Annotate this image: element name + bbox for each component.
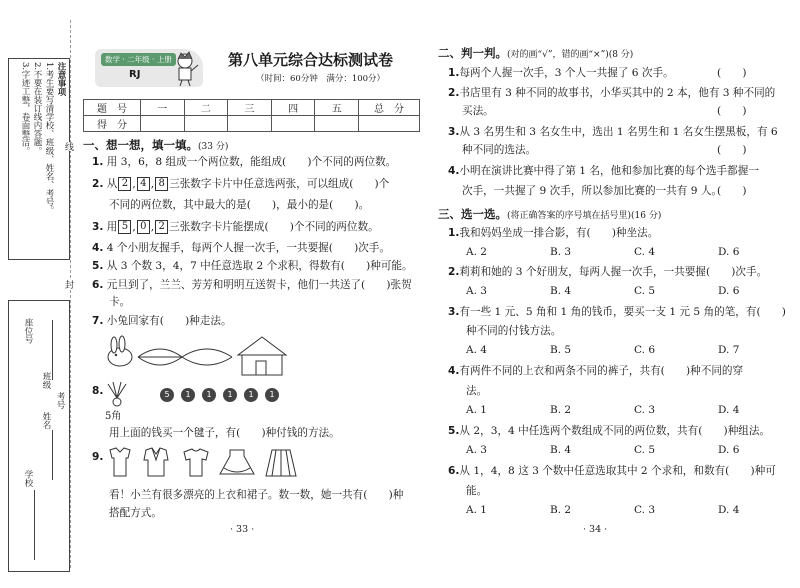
section-2-heading xyxy=(438,45,633,61)
coin-row xyxy=(160,388,279,402)
q-text: 莉莉和她的 3 个好朋友，每两人握一次手，一共要握( )次手。 xyxy=(459,266,768,278)
score-input[interactable] xyxy=(184,116,228,132)
skirt-2-icon xyxy=(266,450,296,476)
digit-card: 2 xyxy=(155,220,168,234)
judge-1 xyxy=(448,66,674,81)
option-c[interactable]: C. 6 xyxy=(634,344,656,356)
choice-4-options xyxy=(466,404,800,416)
section-3-note: (将正确答案的序号填在括号里)(16 分) xyxy=(507,211,662,221)
choice-5-options xyxy=(466,444,800,456)
section-1-score: (33 分) xyxy=(198,142,229,152)
question-1-7 xyxy=(92,314,232,329)
coin-1jiao-icon: 1 xyxy=(244,388,258,402)
q-num: 1. xyxy=(448,67,460,79)
judge-4-answer[interactable]: ( ) xyxy=(717,185,747,197)
score-input[interactable] xyxy=(141,116,185,132)
option-b[interactable]: B. 5 xyxy=(550,344,572,356)
badge-top-label: 数学 · 二年级 · 上册 xyxy=(101,53,176,66)
q-text: 从 2，3，4 中任选两个数组成不同的两位数，共有( )种组法。 xyxy=(459,425,771,437)
q-num: 2. xyxy=(92,178,104,190)
digit-card: 8 xyxy=(155,177,168,191)
score-input[interactable] xyxy=(359,116,420,132)
option-b[interactable]: B. 3 xyxy=(550,246,572,258)
section-3-title: 三、选一选。 xyxy=(438,207,507,221)
option-c[interactable]: C. 3 xyxy=(634,404,656,416)
top-1-icon xyxy=(110,448,130,476)
binding-strip xyxy=(0,0,72,588)
q-num: 3. xyxy=(448,126,460,138)
top-2-icon xyxy=(144,448,168,476)
choice-3 xyxy=(448,305,786,320)
grade-badge xyxy=(95,49,203,87)
question-1-5 xyxy=(92,259,413,274)
judge-3-answer[interactable]: ( ) xyxy=(717,144,747,156)
fold-mark: 封 xyxy=(63,280,73,289)
choice-4 xyxy=(448,364,743,379)
question-1-4 xyxy=(92,241,390,256)
question-1-6-line2: 卡。 xyxy=(109,296,131,308)
judge-2-answer[interactable]: ( ) xyxy=(717,105,747,117)
option-c[interactable]: C. 3 xyxy=(634,504,656,516)
q-text: 我和妈妈坐成一排合影，有( )种坐法。 xyxy=(459,227,659,239)
question-1-9-line2: 搭配方式。 xyxy=(109,507,162,519)
digit-card: 2 xyxy=(118,177,131,191)
option-a[interactable]: A. 3 xyxy=(466,285,487,297)
clothes-illustration xyxy=(106,446,306,480)
choice-2 xyxy=(448,265,767,280)
score-input[interactable] xyxy=(315,116,359,132)
q-text: 4 个小朋友握手，每两个人握一次手，一共要握( )次手。 xyxy=(106,242,390,254)
option-b[interactable]: B. 2 xyxy=(550,504,572,516)
field-school-line[interactable] xyxy=(34,490,35,560)
option-d[interactable]: D. 7 xyxy=(718,344,740,356)
info-box xyxy=(8,300,70,572)
page-subtitle: （时间：60分钟 满分：100分） xyxy=(256,74,386,84)
choice-5 xyxy=(448,424,770,439)
option-d[interactable]: D. 4 xyxy=(718,504,740,516)
house-icon xyxy=(238,337,286,375)
q-num: 1. xyxy=(448,227,460,239)
question-1-3: 3. 用 5 , 0 , 2 三张数字卡片能摆成( )个不同的两位数。 xyxy=(92,221,379,233)
page-number-left: · 33 · xyxy=(230,524,255,535)
score-table xyxy=(83,99,420,132)
rabbit-paths-illustration xyxy=(102,333,302,377)
judge-4-line2: 次手，一共握了 9 次手，所以参加比赛的一共有 9 人。 xyxy=(462,185,723,197)
notice-title: 注意事项 xyxy=(56,62,66,96)
q-num: 9. xyxy=(92,451,104,463)
q-num: 7. xyxy=(92,315,104,327)
badge-edition: RJ xyxy=(129,69,141,80)
q-num: 2. xyxy=(448,87,460,99)
question-1-1 xyxy=(92,155,396,170)
option-c[interactable]: C. 5 xyxy=(634,444,656,456)
section-3-heading xyxy=(438,206,661,222)
q-num: 4. xyxy=(448,165,460,177)
q-num: 6. xyxy=(92,279,104,291)
judge-2 xyxy=(448,86,775,101)
shuttlecock-price: 5角 xyxy=(105,411,122,422)
choice-6-options xyxy=(466,504,800,516)
score-cell: 题 号 xyxy=(84,100,141,116)
question-1-9-num xyxy=(92,450,103,465)
q-text: 有一些 1 元、5 角和 1 角的钱币，要买一支 1 元 5 角的笔，有( ) xyxy=(459,306,786,318)
q-num: 5. xyxy=(448,425,460,437)
q-text: 书店里有 3 种不同的故事书，小华买其中的 2 本，他有 3 种不同的 xyxy=(459,87,776,99)
score-input[interactable] xyxy=(228,116,272,132)
line-mark: 线 xyxy=(63,142,73,151)
score-header-row xyxy=(84,100,420,116)
score-input[interactable] xyxy=(271,116,315,132)
choice-1 xyxy=(448,226,658,241)
q-text: 元旦到了，兰兰、芳芳和明明互送贺卡，他们一共送了( )张贺 xyxy=(106,279,412,291)
score-cell: 总 分 xyxy=(359,100,420,116)
option-c[interactable]: C. 4 xyxy=(634,246,656,258)
cartoon-student-icon xyxy=(169,51,201,87)
rabbit-icon xyxy=(108,336,132,366)
page-title: 第八单元综合达标测试卷 xyxy=(228,51,394,69)
digit-card: 0 xyxy=(137,220,150,234)
q-num: 6. xyxy=(448,465,460,477)
option-c[interactable]: C. 5 xyxy=(634,285,656,297)
notice-line-1: 1.考生要写清学校、班级、姓名、考号。 xyxy=(44,62,54,215)
q-num: 8. xyxy=(92,385,104,397)
option-a[interactable]: A. 3 xyxy=(466,444,487,456)
q-text: 从 3 名男生和 3 名女生中，选出 1 名男生和 1 名女生摆黑板，有 6 xyxy=(459,126,778,138)
q-text: 有两件不同的上衣和两条不同的裤子，共有( )种不同的穿 xyxy=(459,365,744,377)
score-cell: 得 分 xyxy=(84,116,141,132)
q-num: 4. xyxy=(448,365,460,377)
q-text: 小明在演讲比赛中得了第 1 名，他和参加比赛的每个选手都握一 xyxy=(459,165,759,177)
choice-4-line2: 法。 xyxy=(466,385,488,397)
option-a[interactable]: A. 2 xyxy=(466,246,487,258)
option-a[interactable]: A. 1 xyxy=(466,504,487,516)
skirt-1-icon xyxy=(220,450,254,474)
field-name-label: 姓名 xyxy=(41,412,51,429)
page-number-right: · 34 · xyxy=(583,524,608,535)
judge-4 xyxy=(448,164,759,179)
choice-3-options xyxy=(466,344,800,356)
q-text: 三张数字卡片中任意选两张，可以组成( )个 xyxy=(169,178,390,190)
question-1-6 xyxy=(92,278,412,293)
score-cell: 三 xyxy=(228,100,272,116)
q-text: 三张数字卡片能摆成( )个不同的两位数。 xyxy=(169,221,379,233)
q-num: 1. xyxy=(92,156,104,168)
digit-card: 5 xyxy=(118,220,131,234)
option-d[interactable]: D. 6 xyxy=(718,285,740,297)
section-1-title: 一、想一想，填一填。 xyxy=(83,138,198,152)
option-d[interactable]: D. 6 xyxy=(718,444,740,456)
question-1-8-text: 用上面的钱买一个毽子，有( )种付钱的方法。 xyxy=(109,427,340,439)
coin-1jiao-icon: 1 xyxy=(265,388,279,402)
coin-5jiao-icon: 5 xyxy=(160,388,174,402)
coin-1jiao-icon: 1 xyxy=(202,388,216,402)
choice-1-options xyxy=(466,246,800,258)
field-class-label: 班级 xyxy=(41,372,51,389)
choice-2-options xyxy=(466,285,800,297)
field-name-line[interactable] xyxy=(52,430,53,480)
score-cell: 四 xyxy=(271,100,315,116)
score-cell: 一 xyxy=(141,100,185,116)
path-right-icon xyxy=(182,349,232,365)
judge-2-line2: 买法。 xyxy=(462,105,494,117)
digit-card: 4 xyxy=(137,177,150,191)
q-num: 4. xyxy=(92,242,104,254)
option-b[interactable]: B. 2 xyxy=(550,404,572,416)
score-input-row xyxy=(84,116,420,132)
top-3-icon xyxy=(184,449,208,476)
choice-6-line2: 能。 xyxy=(466,485,488,497)
question-1-9-text: 看！小兰有很多漂亮的上衣和裙子。数一数，她一共有( )种 xyxy=(109,489,404,501)
question-1-8-num xyxy=(92,384,103,399)
q-text: 从 xyxy=(106,178,118,190)
coin-1jiao-icon: 1 xyxy=(223,388,237,402)
field-class-line[interactable] xyxy=(52,320,53,380)
q-text: 用 xyxy=(106,221,118,233)
notice-line-3: 3.字迹工整，卷面整洁。 xyxy=(20,62,30,156)
q-text: 用 3，6，8 组成一个两位数，能组成( )个不同的两位数。 xyxy=(106,156,397,168)
notice-line-2: 2.不要在装订线内答题。 xyxy=(32,62,42,156)
q-num: 2. xyxy=(448,266,460,278)
q-text: 从 1，4，8 这 3 个数中任意选取其中 2 个求和，和数有( )种可 xyxy=(459,465,776,477)
section-2-note: (对的画“√”，错的画“×”)(8 分) xyxy=(507,50,634,60)
question-1-2-line2: 不同的两位数，其中最大的是( )，最小的是( )。 xyxy=(109,199,370,211)
question-1-2: 2. 从 2 , 4 , 8 三张数字卡片中任意选两张，可以组成( )个 xyxy=(92,178,390,190)
option-a[interactable]: A. 4 xyxy=(466,344,487,356)
score-cell: 二 xyxy=(184,100,228,116)
judge-1-answer[interactable]: ( ) xyxy=(717,67,747,79)
field-seat-label: 座位号 xyxy=(23,318,33,344)
option-d[interactable]: D. 4 xyxy=(718,404,740,416)
choice-3-line2: 种不同的付钱方法。 xyxy=(466,325,562,337)
judge-3-line2: 种不同的选法。 xyxy=(462,144,537,156)
path-left-icon xyxy=(138,349,182,365)
q-text: 从 3 个数 3，4，7 中任意选取 2 个求积，得数有( )种可能。 xyxy=(106,260,413,272)
field-school-label: 学校 xyxy=(23,470,33,487)
shuttlecock-icon xyxy=(104,381,130,407)
coin-1jiao-icon: 1 xyxy=(181,388,195,402)
judge-3 xyxy=(448,125,778,140)
q-num: 3. xyxy=(448,306,460,318)
q-text: 小兔回家有( )种走法。 xyxy=(106,315,232,327)
q-text: 每两个人握一次手，3 个人一共握了 6 次手。 xyxy=(459,67,674,79)
q-num: 5. xyxy=(92,260,104,272)
q-num: 3. xyxy=(92,221,104,233)
option-d[interactable]: D. 6 xyxy=(718,246,740,258)
section-2-title: 二、判一判。 xyxy=(438,46,507,60)
option-a[interactable]: A. 1 xyxy=(466,404,487,416)
choice-6 xyxy=(448,464,776,479)
option-b[interactable]: B. 4 xyxy=(550,444,572,456)
binding-dashed-line xyxy=(70,20,71,568)
option-b[interactable]: B. 4 xyxy=(550,285,572,297)
score-cell: 五 xyxy=(315,100,359,116)
section-1-heading xyxy=(83,137,228,153)
field-exam-no-label: 考号 xyxy=(55,392,65,409)
